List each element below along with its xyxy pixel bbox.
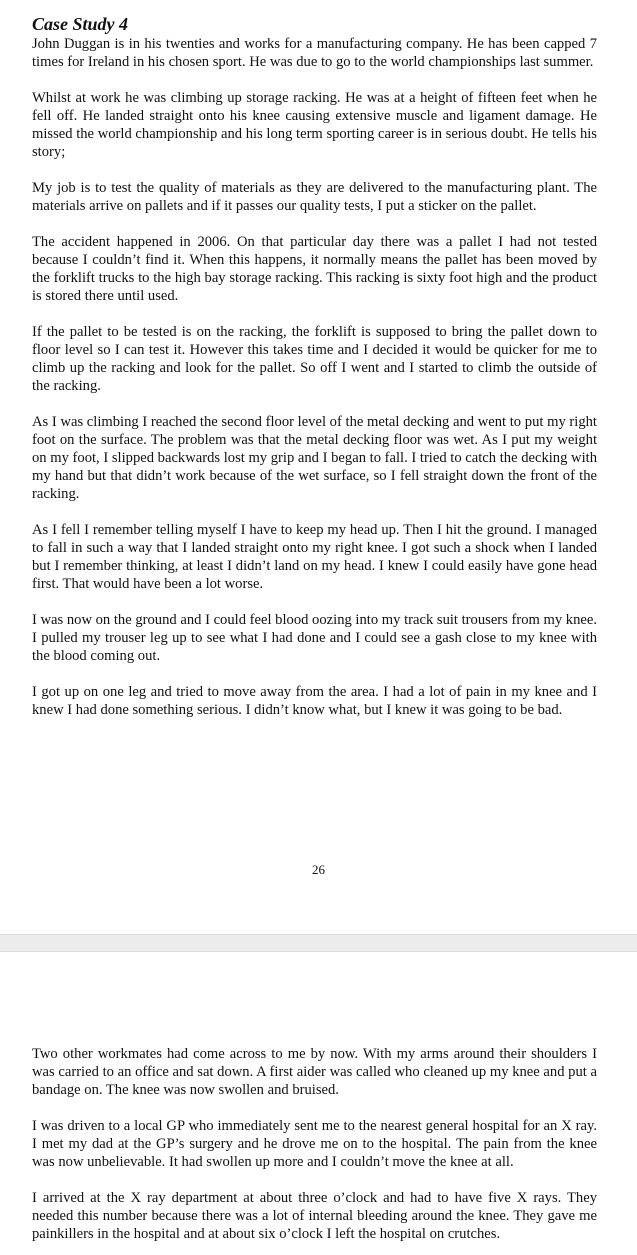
case-study-title: Case Study 4 <box>32 14 129 34</box>
document-page-27 <box>0 952 637 1255</box>
paragraph-climbing: As I was climbing I reached the second floor level of the metal decking and went to put my right foot on the surface. The problem was that the metal decking floor was wet. As I put my weight on my foot, I slipped backwards lost my grip and I began to fall. I tried to catch the decking with my hand but that didn’t work because of the wet surface, so I fell straight down the front of the racking. <box>32 414 597 502</box>
paragraph-accident-summary: Whilst at work he was climbing up storage racking. He was at a height of fifteen feet when he fell off. He landed straight onto his knee causing extensive muscle and ligament damage. He missed the world championship and his long term sporting career is in serious doubt. He tells his story; <box>32 90 597 160</box>
page-content <box>32 1045 597 1255</box>
paragraph-workmates: Two other workmates had come across to me by now. With my arms around their shoulders I was carried to an office and sat down. A first aider was called who cleaned up my knee and put a bandage on. The knee was now swollen and bruised. <box>32 1046 597 1098</box>
page-number: 26 <box>312 862 325 877</box>
paragraph-xray: I arrived at the X ray department at about three o’clock and had to have five X rays. They needed this number because there was a lot of internal bleeding around the knee. They gave me painkillers in the hospital and at about six o’clock I left the hospital on crutches. <box>32 1190 597 1242</box>
page-content <box>32 14 597 737</box>
paragraph-accident-day: The accident happened in 2006. On that particular day there was a pallet I had not tested because I couldn’t find it. When this happens, it normally means the pallet has been moved by the forklift trucks to the high bay storage racking. This racking is sixty foot high and the product is stored there until used. <box>32 234 597 304</box>
paragraph-fall: As I fell I remember telling myself I have to keep my head up. Then I hit the ground. I managed to fall in such a way that I landed straight onto my right knee. I got such a shock when I landed but I remember thinking, at least I didn’t land on my head. I knew I could easily have gone head first. That would have been a lot worse. <box>32 522 597 592</box>
paragraph-gp: I was driven to a local GP who immediately sent me to the nearest general hospital for an X ray. I met my dad at the GP’s surgery and he drove me on to the hospital. The pain from the knee was now unbelievable. It had swollen up more and I couldn’t move the knee at all. <box>32 1118 597 1170</box>
paragraph-job: My job is to test the quality of materials as they are delivered to the manufacturing plant. The materials arrive on pallets and if it passes our quality tests, I put a sticker on the pallet. <box>32 180 597 214</box>
page-separator <box>0 934 637 952</box>
paragraph-racking: If the pallet to be tested is on the racking, the forklift is supposed to bring the pallet down to floor level so I can test it. However this takes time and I decided it would be quicker for me to climb up the racking and look for the pallet. So off I went and I started to climb the outside of the racking. <box>32 324 597 394</box>
paragraph-pain: I got up on one leg and tried to move away from the area. I had a lot of pain in my knee and I knew I had done something serious. I didn’t know what, but I knew it was going to be bad. <box>32 684 597 718</box>
paragraph-intro: John Duggan is in his twenties and works for a manufacturing company. He has been capped 7 times for Ireland in his chosen sport. He was due to go to the world championships last summer. <box>32 36 597 70</box>
paragraph-blood: I was now on the ground and I could feel blood oozing into my track suit trousers from my knee. I pulled my trouser leg up to see what I had done and I could see a gash close to my knee with the blood coming out. <box>32 612 597 664</box>
